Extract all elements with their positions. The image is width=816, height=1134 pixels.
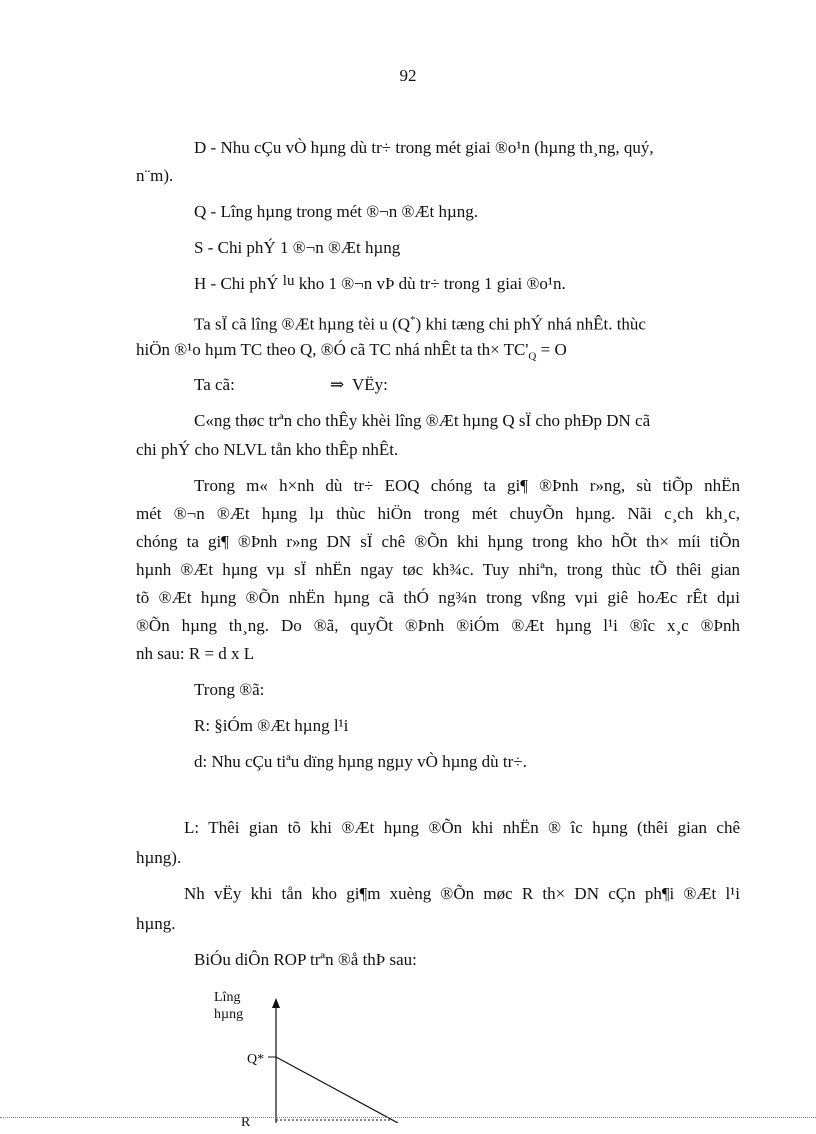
- paragraph-optimal-d: = O: [536, 340, 567, 359]
- eoq-para-4: hµnh ®Æt hµng vµ sÏ nhËn ngay tøc kh¾c. Tuy nhiªn, trong thùc tÕ thêi gian: [136, 560, 740, 579]
- definition-h-part2: lu: [282, 273, 295, 289]
- trong-do-label: Trong ®ã:: [194, 680, 265, 699]
- ta-co-label: Ta cã:: [194, 375, 235, 394]
- definition-l-cont: hµng).: [136, 848, 182, 867]
- inventory-line: [276, 1057, 398, 1123]
- definition-q: Q - Lîng hµng trong mét ®¬n ®Æt hµng.: [194, 202, 479, 221]
- vay-label: VËy:: [352, 375, 388, 394]
- paragraph-optimal-a: Ta sÏ cã lîng ®Æt hµng tèi u (Q: [194, 314, 411, 334]
- eoq-para-5: tõ ®Æt hµng ®Õn nhËn hµng cã thÓ ng¾n trong vßng vµi giê hoÆc rÊt dµi: [136, 588, 740, 607]
- paragraph-optimal-b: ) khi tæng chi phÝ nhá nhÊt. thùc: [415, 314, 646, 334]
- eoq-para-1: Trong m« h×nh dù tr÷ EOQ chóng ta gi¶ ®Þnh r»ng, sù tiÕp nhËn: [194, 476, 740, 495]
- formula-text-cont: chi phÝ cho NLVL tån kho thÊp nhÊt.: [136, 440, 399, 459]
- tc-sub: Q: [528, 350, 537, 363]
- paragraph-optimal-c: hiÖn ®¹o hµm TC theo Q, ®Ó cã TC nhá nhÊt ta th× TC': [136, 340, 529, 359]
- definition-d: D - Nhu cÇu vÒ hµng dù tr÷ trong mét giai ®o¹n (hµng th¸ng, quý,: [194, 138, 654, 157]
- definition-h-part1: H - Chi phÝ: [194, 274, 279, 293]
- page-bottom-edge: [0, 1117, 816, 1118]
- page-number: 92: [399, 66, 417, 85]
- q-star-sup: *: [410, 314, 416, 326]
- eoq-para-3: chóng ta gi¶ ®Þnh r»ng DN sÏ chê ®Õn khi hµng trong kho hÕt th× míi tiÕn: [136, 532, 740, 551]
- eoq-para-7: nh sau: R = d x L: [136, 644, 255, 663]
- definition-s: S - Chi phÝ 1 ®¬n ®Æt hµng: [194, 238, 401, 257]
- definition-h-part3: kho 1 ®¬n vÞ dù tr÷ trong 1 giai ®o¹n.: [298, 274, 566, 293]
- reorder-para: Nh vËy khi tån kho gi¶m xuèng ®Õn møc R th× DN cÇn ph¶i ®Æt l¹i: [184, 884, 740, 903]
- formula-text: C«ng thøc trªn cho thÊy khèi lîng ®Æt hµng Q sÏ cho phÐp DN cã: [194, 411, 651, 430]
- reorder-para-cont: hµng.: [136, 914, 176, 933]
- q-star-label: Q*: [247, 1052, 265, 1067]
- definition-d-daily: d: Nhu cÇu tiªu dïng hµng ngµy vÒ hµng dù tr÷.: [194, 752, 527, 771]
- y-axis-arrow-icon: [272, 998, 280, 1008]
- y-axis-label-2: hµng: [214, 1007, 244, 1022]
- r-label: R: [241, 1115, 251, 1130]
- eoq-para-2: mét ®¬n ®Æt hµng lµ thùc hiÖn trong mét chuyÕn hµng. Nãi c¸ch kh¸c,: [136, 504, 740, 523]
- graph-caption: BiÓu diÔn ROP trªn ®å thÞ sau:: [194, 950, 417, 969]
- implies-icon: ⇒: [330, 375, 345, 394]
- definition-d-cont: n¨m).: [136, 166, 174, 185]
- definition-r: R: §iÓm ®Æt hµng l¹i: [194, 716, 349, 735]
- y-axis-label-1: Lîng: [214, 990, 241, 1005]
- eoq-para-6: ®Õn hµng th¸ng. Do ®ã, quyÕt ®Þnh ®iÓm ®Æt hµng l¹i ®îc x¸c ®Þnh: [136, 616, 740, 635]
- definition-l: L: Thêi gian tõ khi ®Æt hµng ®Õn khi nhËn ® îc hµng (thêi gian chê: [184, 818, 740, 837]
